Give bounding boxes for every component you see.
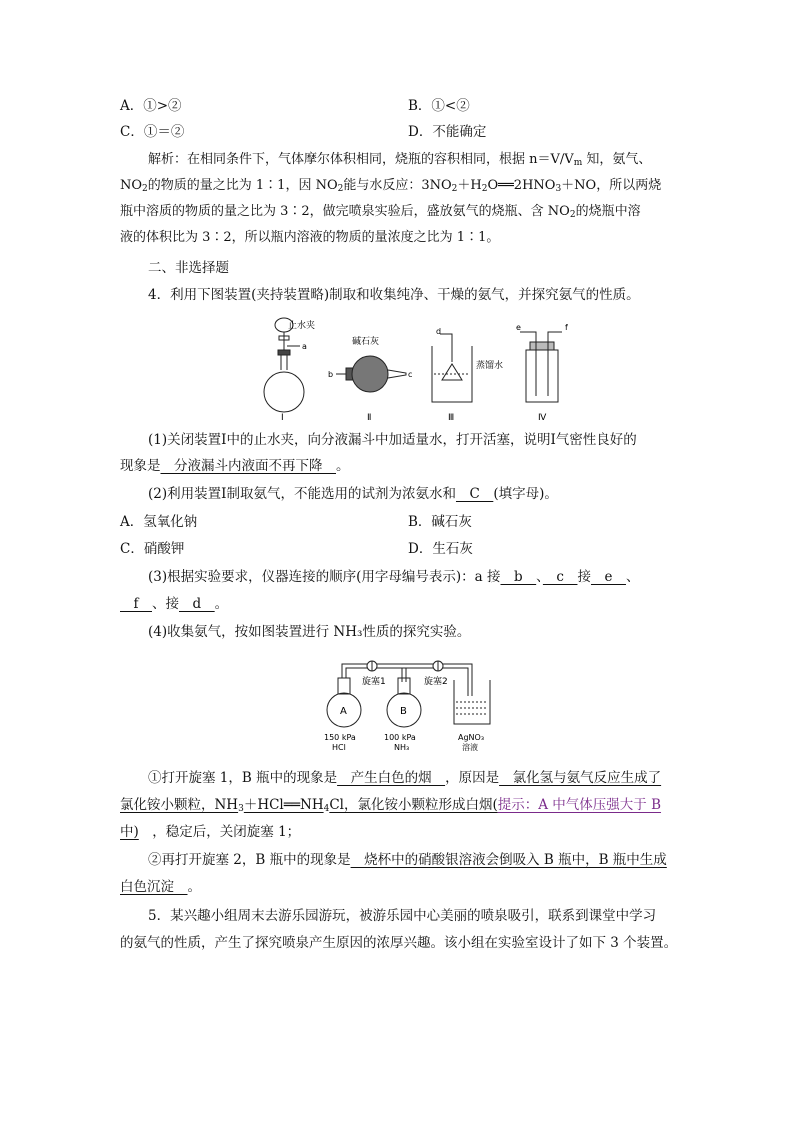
q3-explanation-line2: $NO_2$的物质的量之比为 1∶1，因 $NO_2$能与水反应：$3NO_2+H_2O══2HNO_3+NO$，所以两烧 [120,178,662,194]
apparatus-beaker-funnel [432,334,472,402]
q5-line1: 5．某兴趣小组周末去游乐园游玩，被游乐园中心美丽的喷泉吸引，联系到课堂中学习 [148,908,657,924]
label-clip: 止水夹 [288,321,316,331]
roman-3: Ⅲ [448,413,455,422]
flask-b-label: B [400,706,407,717]
flask-a-gas: HCl [332,743,346,752]
q4-sub1-line1: ①打开旋塞 1，B 瓶中的现象是 产生白色的烟 ，原因是 氯化氢与氨气反应生成了 [148,770,662,786]
answer-f: f [120,596,152,612]
part2-option-b: B．碱石灰 [408,514,472,530]
roman-1: Ⅰ [281,413,284,422]
flask-a [327,678,361,727]
answer-e: e [590,569,626,585]
answer-part2: C [455,486,494,502]
q4-sub2-line1: ②再打开旋塞 2，B 瓶中的现象是 烧杯中的硝酸银溶液会倒吸入 B 瓶中，B 瓶中生成 [148,852,667,868]
flask-a-pressure: 150 kPa [324,733,356,742]
q4-sub2-line2: 白色沉淀 。 [120,879,201,895]
answer-d: d [179,596,215,612]
apparatus-figure-1 [256,310,586,422]
part2-option-c: C．硝酸钾 [120,541,185,557]
label-c: c [408,370,413,379]
q4-part4: (4)收集氨气，按如图装置进行 NH₃性质的探究实验。 [148,624,471,640]
q4-part3-line1: (3)根据实验要求，仪器连接的顺序(用字母编号表示)：a 接 b 、 c 接 e 、 [148,569,640,585]
flask-b-gas: NH₃ [394,743,410,752]
label-b: b [328,370,334,379]
q3-explanation-line3: 瓶中溶质的物质的量之比为 3∶2，做完喷泉实验后，盛放氨气的烧瓶、含 $NO_2$的烧瓶中溶 [120,204,641,220]
roman-2: Ⅱ [367,413,372,422]
q3-explanation-line1: 解析：在相同条件下，气体摩尔体积相同，烧瓶的容积相同，根据 $n=V/V_m$ 知，氨气、 [148,152,652,168]
q4-sub1-line2: 氯化铵小颗粒，$NH_3+HCl══NH_4Cl$，氯化铵小颗粒形成白烟(提示：A 中气体压强大于 B [120,797,662,814]
beaker-solution: AgNO₃ [458,733,485,742]
q3-explanation-line4: 液的体积比为 3∶2，所以瓶内溶液的物质的量浓度之比为 1∶1。 [120,230,500,245]
label-soda-lime: 碱石灰 [352,337,380,347]
beaker-solution-label: 溶液 [462,743,478,752]
valve-1 [367,661,377,671]
q3-option-b: B．①<② [408,98,470,114]
q3-option-d: D．不能确定 [408,124,487,140]
q4-part1-line2: 现象是 分液漏斗内液面不再下降 。 [120,458,350,474]
q4-part2-options-row1 [120,512,680,532]
section-heading: 二、非选择题 [148,260,229,276]
part2-option-a: A．氢氧化钠 [120,514,198,530]
apparatus-figure-2 [318,648,508,756]
answer-sub2: 烧杯中的硝酸银溶液会倒吸入 B 瓶中，B 瓶中生成 [350,852,667,868]
apparatus-gas-bottle [520,332,562,402]
answer-part1: 分液漏斗内液面不再下降 [160,458,336,474]
q3-options-row1 [120,96,680,116]
q4-part2-options-row2 [120,539,680,559]
answer-c: c [542,569,578,585]
answer-sub1-phenomenon: 产生白色的烟 [337,770,446,786]
answer-b: b [500,569,537,585]
q3-options-row2 [120,122,680,142]
label-a: a [302,342,307,351]
apparatus-flask-funnel [264,318,304,412]
label-distilled-water: 蒸馏水 [476,361,504,371]
valve-2-label: 旋塞2 [424,677,448,687]
q4-part1-line1: (1)关闭装置Ⅰ中的止水夹，向分液漏斗中加适量水，打开活塞，说明Ⅰ气密性良好的 [148,432,637,448]
apparatus-drying-tube [336,356,406,392]
flask-b-pressure: 100 kPa [384,733,416,742]
label-e: e [516,323,521,332]
valve-1-label: 旋塞1 [362,677,386,687]
q5-line2: 的氨气的性质，产生了探究喷泉产生原因的浓厚兴趣。该小组在实验室设计了如下 3 个装置。 [120,935,678,951]
q3-option-a: A．①>② [120,98,182,114]
q4-part3-line2: f 、接 d 。 [120,596,229,612]
q4-sub1-line3: 中) ，稳定后，关闭旋塞 1； [120,824,301,840]
q4-part2: (2)利用装置Ⅰ制取氨气，不能选用的试剂为浓氨水和 C (填字母)。 [148,486,558,502]
valve-2 [433,661,443,671]
label-d: d [436,327,442,336]
part2-option-d: D．生石灰 [408,541,473,557]
q3-option-c: C．①＝② [120,124,185,140]
explanation-label: 解析： [148,152,188,167]
label-f: f [565,323,568,332]
flask-a-label: A [340,706,347,717]
q4-stem: 4．利用下图装置(夹持装置略)制取和收集纯净、干燥的氨气，并探究氨气的性质。 [148,287,640,303]
hint-text: 提示：A 中气体压强大于 B [497,797,662,813]
flask-b [387,678,421,727]
roman-4: Ⅳ [538,413,547,422]
